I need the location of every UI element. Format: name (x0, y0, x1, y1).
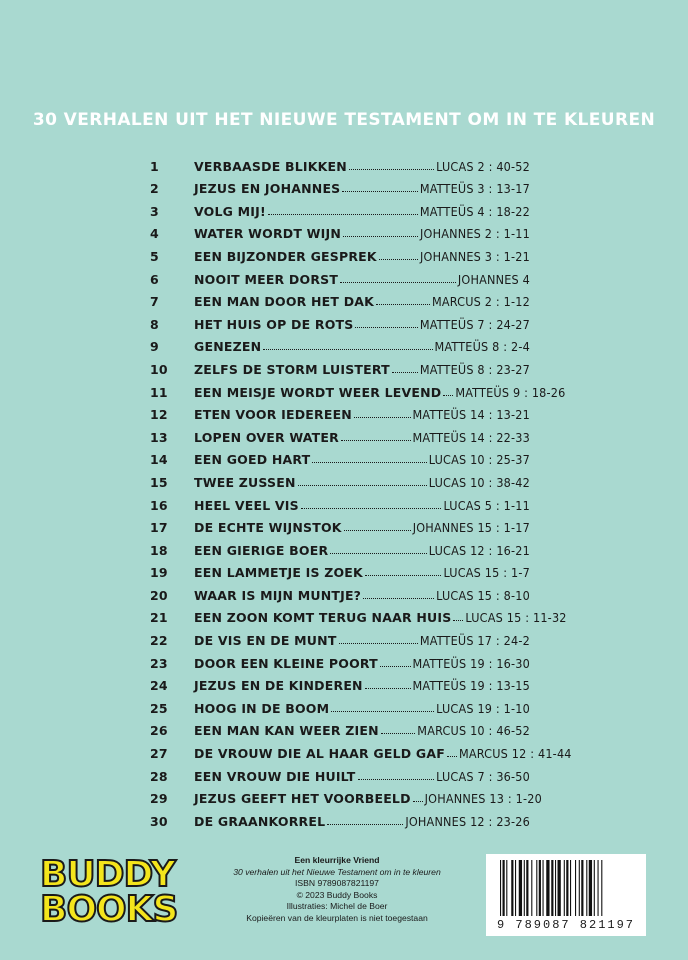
story-title: NOOIT MEER DORST (194, 271, 339, 287)
story-number: 25 (150, 700, 168, 716)
leader-dots (344, 530, 411, 531)
bible-reference: MATTEÜS 19 : 13-15 (412, 678, 530, 694)
leader-dots (381, 733, 416, 734)
story-number: 28 (150, 768, 168, 784)
barcode (486, 854, 646, 936)
toc-row (150, 467, 530, 490)
barcode-bar (519, 860, 522, 916)
barcode-bar (503, 860, 505, 916)
toc-row (150, 671, 530, 694)
leader-dots (349, 169, 434, 170)
copy-notice: Kopieëren van de kleurplaten is niet toegestaan (246, 912, 428, 923)
story-title: DE ECHTE WIJNSTOK (194, 520, 342, 536)
bible-reference: LUCAS 5 : 1-11 (443, 497, 530, 513)
barcode-bar (524, 860, 525, 916)
story-title: EEN MAN KAN WEER ZIEN (194, 723, 379, 739)
bible-reference: MATTEÜS 17 : 24-2 (419, 633, 530, 649)
story-title: JEZUS EN DE KINDEREN (194, 678, 363, 694)
svg-text:BUDDY: BUDDY (40, 855, 175, 895)
story-number: 1 (150, 158, 159, 174)
barcode-bar (579, 860, 580, 916)
leader-dots (342, 191, 417, 192)
toc-row (150, 490, 530, 513)
barcode-bar (546, 860, 549, 916)
story-title: WAAR IS MIJN MUNTJE? (194, 587, 362, 603)
story-number: 19 (150, 565, 168, 581)
story-title: JEZUS GEEFT HET VOORBEELD (194, 791, 411, 807)
toc-row (150, 445, 530, 468)
bible-reference: JOHANNES 12 : 23-26 (405, 813, 530, 829)
story-number: 4 (150, 226, 159, 242)
barcode-bar (526, 860, 528, 916)
story-number: 16 (150, 497, 168, 513)
toc-row (150, 693, 530, 716)
story-number: 5 (150, 248, 159, 264)
story-number: 12 (150, 407, 168, 423)
buddy-books-logo (38, 855, 198, 925)
toc-row (150, 196, 530, 219)
story-title: EEN MAN DOOR HET DAK (194, 294, 375, 310)
toc-row (150, 219, 530, 242)
toc-row (150, 241, 530, 264)
story-title: VERBAASDE BLIKKEN (194, 158, 347, 174)
story-title: ZELFS DE STORM LUISTERT (194, 361, 390, 377)
barcode-bar (531, 860, 532, 916)
toc-row (150, 400, 530, 423)
barcode-bar (570, 860, 571, 916)
story-number: 30 (150, 813, 168, 829)
toc-row (150, 354, 530, 377)
story-number: 9 (150, 339, 159, 355)
toc-row (150, 422, 530, 445)
leader-dots (447, 756, 457, 757)
toc-row (150, 309, 530, 332)
leader-dots (354, 417, 411, 418)
svg-text:BOOKS: BOOKS (40, 889, 178, 925)
story-title: EEN GOED HART (194, 452, 311, 468)
bible-reference: LUCAS 15 : 8-10 (436, 587, 530, 603)
toc-row (150, 784, 542, 807)
story-number: 3 (150, 203, 159, 219)
toc-row (150, 377, 566, 400)
barcode-bar (564, 860, 565, 916)
bible-reference: LUCAS 7 : 36-50 (436, 768, 530, 784)
leader-dots (365, 688, 411, 689)
story-number: 11 (150, 384, 168, 400)
bible-reference: MARCUS 12 : 41-44 (458, 746, 572, 762)
bible-reference: JOHANNES 4 (457, 271, 530, 287)
bible-reference: LUCAS 12 : 16-21 (428, 542, 530, 558)
barcode-bar (536, 860, 537, 916)
story-title: EEN BIJZONDER GESPREK (194, 248, 377, 264)
toc-row (150, 738, 572, 762)
bible-reference: MATTEÜS 7 : 24-27 (419, 316, 530, 332)
toc-row (150, 580, 530, 603)
story-title: ETEN VOOR IEDEREEN (194, 407, 352, 423)
toc-row (150, 648, 530, 671)
story-title: JEZUS EN JOHANNES (194, 181, 341, 197)
illustrator-text: Illustraties: Michel de Boer (286, 901, 388, 911)
story-number: 20 (150, 587, 168, 603)
story-number: 14 (150, 452, 168, 468)
toc-row (150, 716, 530, 739)
toc-row (150, 535, 530, 558)
story-title: EEN MEISJE WORDT WEER LEVEND (194, 384, 442, 400)
leader-dots (363, 598, 434, 599)
leader-dots (413, 801, 423, 802)
story-number: 8 (150, 316, 159, 332)
story-number: 17 (150, 520, 168, 536)
table-of-contents (150, 151, 572, 829)
leader-dots (341, 440, 411, 441)
leader-dots (365, 575, 442, 576)
copyright-text: © 2023 Buddy Books (296, 889, 378, 900)
story-number: 24 (150, 678, 168, 694)
leader-dots (339, 643, 418, 644)
story-number: 7 (150, 294, 159, 310)
barcode-bar (539, 860, 541, 916)
leader-dots (358, 779, 435, 780)
barcode-digits: 9 789087 821197 (496, 918, 636, 932)
barcode-bar (515, 860, 516, 916)
bible-reference: LUCAS 10 : 38-42 (428, 474, 530, 490)
barcode-bar (594, 860, 595, 916)
bible-reference: LUCAS 10 : 25-37 (428, 452, 530, 468)
story-title: DOOR EEN KLEINE POORT (194, 655, 378, 671)
page-heading: 30 VERHALEN UIT HET NIEUWE TESTAMENT OM IN TE KLEUREN (32, 110, 656, 130)
story-title: HOOG IN DE BOOM (194, 700, 330, 716)
story-number: 23 (150, 655, 168, 671)
leader-dots (380, 666, 411, 667)
barcode-bar (500, 860, 501, 916)
toc-row (150, 174, 530, 197)
bible-reference: LUCAS 19 : 1-10 (436, 700, 530, 716)
leader-dots (312, 462, 426, 463)
leader-dots (343, 236, 418, 237)
story-title: TWEE ZUSSEN (194, 474, 296, 490)
leader-dots (392, 372, 418, 373)
colophon (212, 855, 462, 924)
story-number: 15 (150, 474, 168, 490)
leader-dots (301, 508, 442, 509)
barcode-bar (511, 860, 513, 916)
barcode-bar (601, 860, 602, 916)
toc-row (150, 558, 530, 581)
bible-reference: JOHANNES 15 : 1-17 (412, 520, 530, 536)
toc-row (150, 513, 530, 536)
story-number: 27 (150, 746, 168, 762)
bible-reference: MATTEÜS 14 : 13-21 (412, 407, 530, 423)
story-number: 13 (150, 429, 168, 445)
story-title: WATER WORDT WIJN (194, 226, 342, 242)
bible-reference: LUCAS 15 : 1-7 (443, 565, 530, 581)
toc-row (150, 264, 530, 287)
bible-reference: MATTEÜS 9 : 18-26 (455, 384, 566, 400)
bible-reference: MATTEÜS 14 : 22-33 (412, 429, 530, 445)
story-title: GENEZEN (194, 339, 262, 355)
bible-reference: MARCUS 2 : 1-12 (432, 294, 530, 310)
leader-dots (340, 282, 456, 283)
story-title: HEEL VEEL VIS (194, 497, 299, 513)
barcode-bar (589, 860, 592, 916)
leader-dots (327, 824, 403, 825)
story-number: 29 (150, 791, 168, 807)
toc-row (150, 761, 530, 784)
toc-row (150, 806, 530, 829)
story-number: 18 (150, 542, 168, 558)
leader-dots (330, 553, 426, 554)
bible-reference: JOHANNES 2 : 1-11 (420, 226, 530, 242)
story-number: 21 (150, 610, 168, 626)
story-title: EEN LAMMETJE IS ZOEK (194, 565, 363, 581)
barcode-bar (558, 860, 561, 916)
story-number: 6 (150, 271, 159, 287)
story-title: EEN ZOON KOMT TERUG NAAR HUIS (194, 610, 452, 626)
leader-dots (443, 395, 453, 396)
story-number: 10 (150, 361, 168, 377)
story-title: EEN VROUW DIE HUILT (194, 768, 356, 784)
leader-dots (268, 214, 418, 215)
story-number: 26 (150, 723, 168, 739)
bible-reference: MATTEÜS 4 : 18-22 (419, 203, 530, 219)
barcode-bar (551, 860, 553, 916)
leader-dots (331, 711, 434, 712)
story-number: 22 (150, 633, 168, 649)
leader-dots (376, 304, 430, 305)
story-title: EEN GIERIGE BOER (194, 542, 329, 558)
barcode-bar (506, 860, 507, 916)
bible-reference: MATTEÜS 3 : 13-17 (419, 181, 530, 197)
barcode-bars (494, 860, 638, 916)
bible-reference: JOHANNES 13 : 1-20 (424, 791, 542, 807)
toc-row (150, 332, 530, 355)
leader-dots (298, 485, 427, 486)
bible-reference: LUCAS 15 : 11-32 (465, 610, 567, 626)
book-title: 30 verhalen uit het Nieuwe Testament om in te kleuren (233, 866, 441, 877)
story-title: HET HUIS OP DE ROTS (194, 316, 354, 332)
bible-reference: MATTEÜS 8 : 23-27 (419, 361, 530, 377)
bible-reference: LUCAS 2 : 40-52 (436, 158, 530, 174)
leader-dots (379, 259, 418, 260)
barcode-bar (543, 860, 544, 916)
bible-reference: MATTEÜS 19 : 16-30 (412, 655, 530, 671)
story-title: DE GRAANKORREL (194, 813, 326, 829)
leader-dots (355, 327, 417, 328)
toc-row (150, 603, 567, 626)
toc-row (150, 287, 530, 310)
barcode-bar (566, 860, 568, 916)
barcode-bar (586, 860, 587, 916)
barcode-bar (598, 860, 599, 916)
story-title: LOPEN OVER WATER (194, 429, 339, 445)
series-title: Een kleurrijke Vriend (294, 855, 380, 865)
story-title: VOLG MIJ! (194, 203, 266, 219)
isbn-text: ISBN 9789087821197 (295, 878, 379, 888)
barcode-bar (555, 860, 556, 916)
story-title: DE VROUW DIE AL HAAR GELD GAF (194, 746, 445, 762)
barcode-bar (575, 860, 576, 916)
barcode-bar (581, 860, 583, 916)
story-number: 2 (150, 181, 159, 197)
toc-row (150, 151, 530, 174)
bible-reference: JOHANNES 3 : 1-21 (420, 248, 530, 264)
leader-dots (453, 620, 463, 621)
toc-row (150, 625, 530, 648)
bible-reference: MATTEÜS 8 : 2-4 (434, 339, 530, 355)
story-title: DE VIS EN DE MUNT (194, 633, 337, 649)
leader-dots (263, 349, 432, 350)
bible-reference: MARCUS 10 : 46-52 (417, 723, 530, 739)
